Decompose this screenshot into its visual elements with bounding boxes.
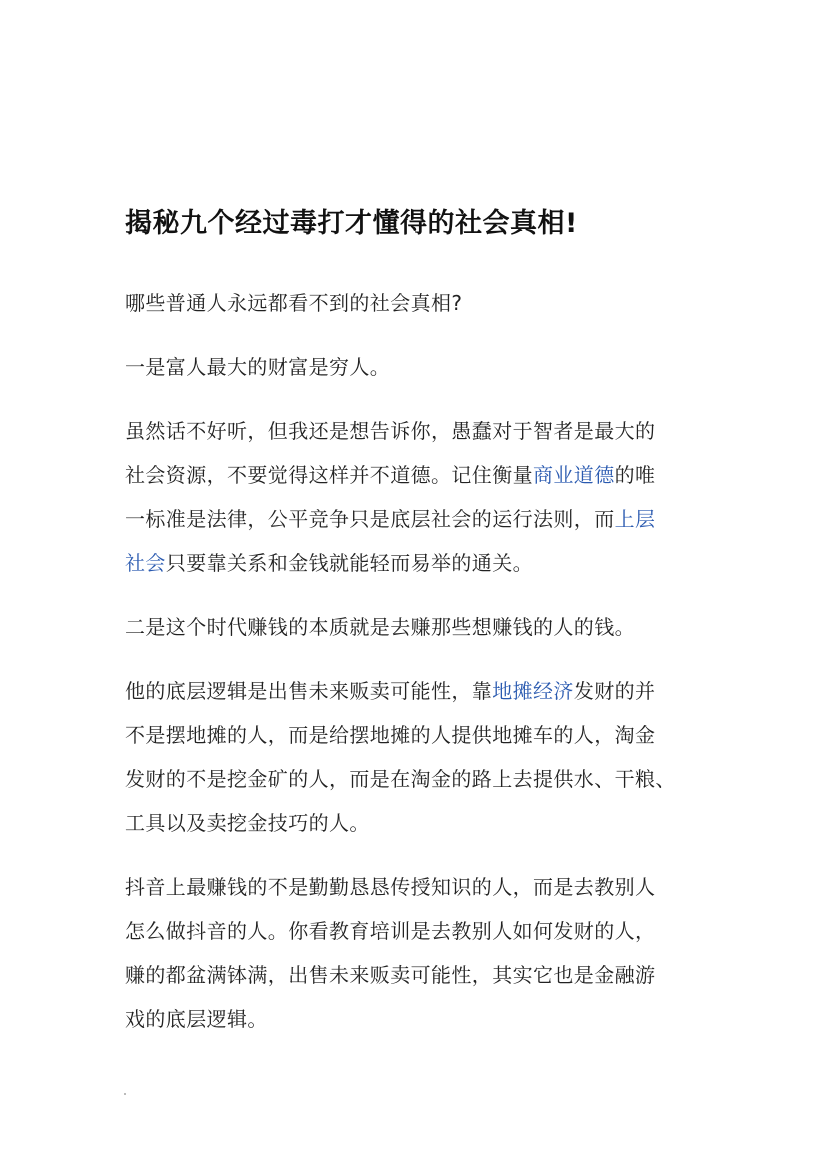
first-truth-text: 一是富人最大的财富是穷人。 [125, 355, 391, 379]
text-segment: 发财的并 [573, 679, 656, 703]
text-segment: 一标准是法律，公平竞争只是底层社会的运行法则，而 [125, 507, 615, 531]
text-line [125, 541, 705, 585]
first-truth-paragraph [125, 345, 705, 389]
business-ethics-link[interactable]: 商业道德 [533, 463, 615, 487]
text-line: 戏的底层逻辑。 [125, 1007, 268, 1031]
article-title: 揭秘九个经过毒打才懂得的社会真相! [125, 208, 578, 239]
text-line: 工具以及卖挖金技巧的人。 [125, 811, 370, 835]
second-truth-paragraph [125, 605, 705, 649]
text-line [125, 669, 705, 713]
text-line: 抖音上最赚钱的不是勤勤恳恳传授知识的人，而是去教别人 [125, 875, 656, 899]
text-segment: 社会资源，不要觉得这样并不道德。记住衡量 [125, 463, 533, 487]
text-line [125, 497, 705, 541]
text-line: 赚的都盆满钵满，出售未来贩卖可能性，其实它也是金融游 [125, 963, 656, 987]
explanation-paragraph-2 [125, 669, 705, 845]
page-mark [124, 1093, 126, 1095]
street-stall-economy-link[interactable]: 地摊经济 [492, 679, 574, 703]
upper-society-link-part1[interactable]: 上层 [614, 507, 656, 531]
text-line: 不是摆地摊的人，而是给摆地摊的人提供地摊车的人，淘金 [125, 723, 656, 747]
question-paragraph [125, 281, 705, 325]
text-line: 虽然话不好听，但我还是想告诉你，愚蠢对于智者是最大的 [125, 419, 656, 443]
text-line: 怎么做抖音的人。你看教育培训是去教别人如何发财的人， [125, 919, 656, 943]
second-truth-text: 二是这个时代赚钱的本质就是去赚那些想赚钱的人的钱。 [125, 615, 635, 639]
text-segment: 的唯 [614, 463, 656, 487]
text-segment: 他的底层逻辑是出售未来贩卖可能性，靠 [125, 679, 493, 703]
article-body [125, 198, 705, 1041]
explanation-paragraph-1 [125, 409, 705, 585]
explanation-paragraph-3 [125, 865, 705, 1041]
text-line [125, 453, 705, 497]
question-text: 哪些普通人永远都看不到的社会真相? [125, 291, 463, 315]
text-line: 发财的不是挖金矿的人，而是在淘金的路上去提供水、干粮、 [125, 767, 676, 791]
upper-society-link-part2[interactable]: 社会 [125, 551, 166, 575]
text-segment: 只要靠关系和金钱就能轻而易举的通关。 [165, 551, 534, 575]
